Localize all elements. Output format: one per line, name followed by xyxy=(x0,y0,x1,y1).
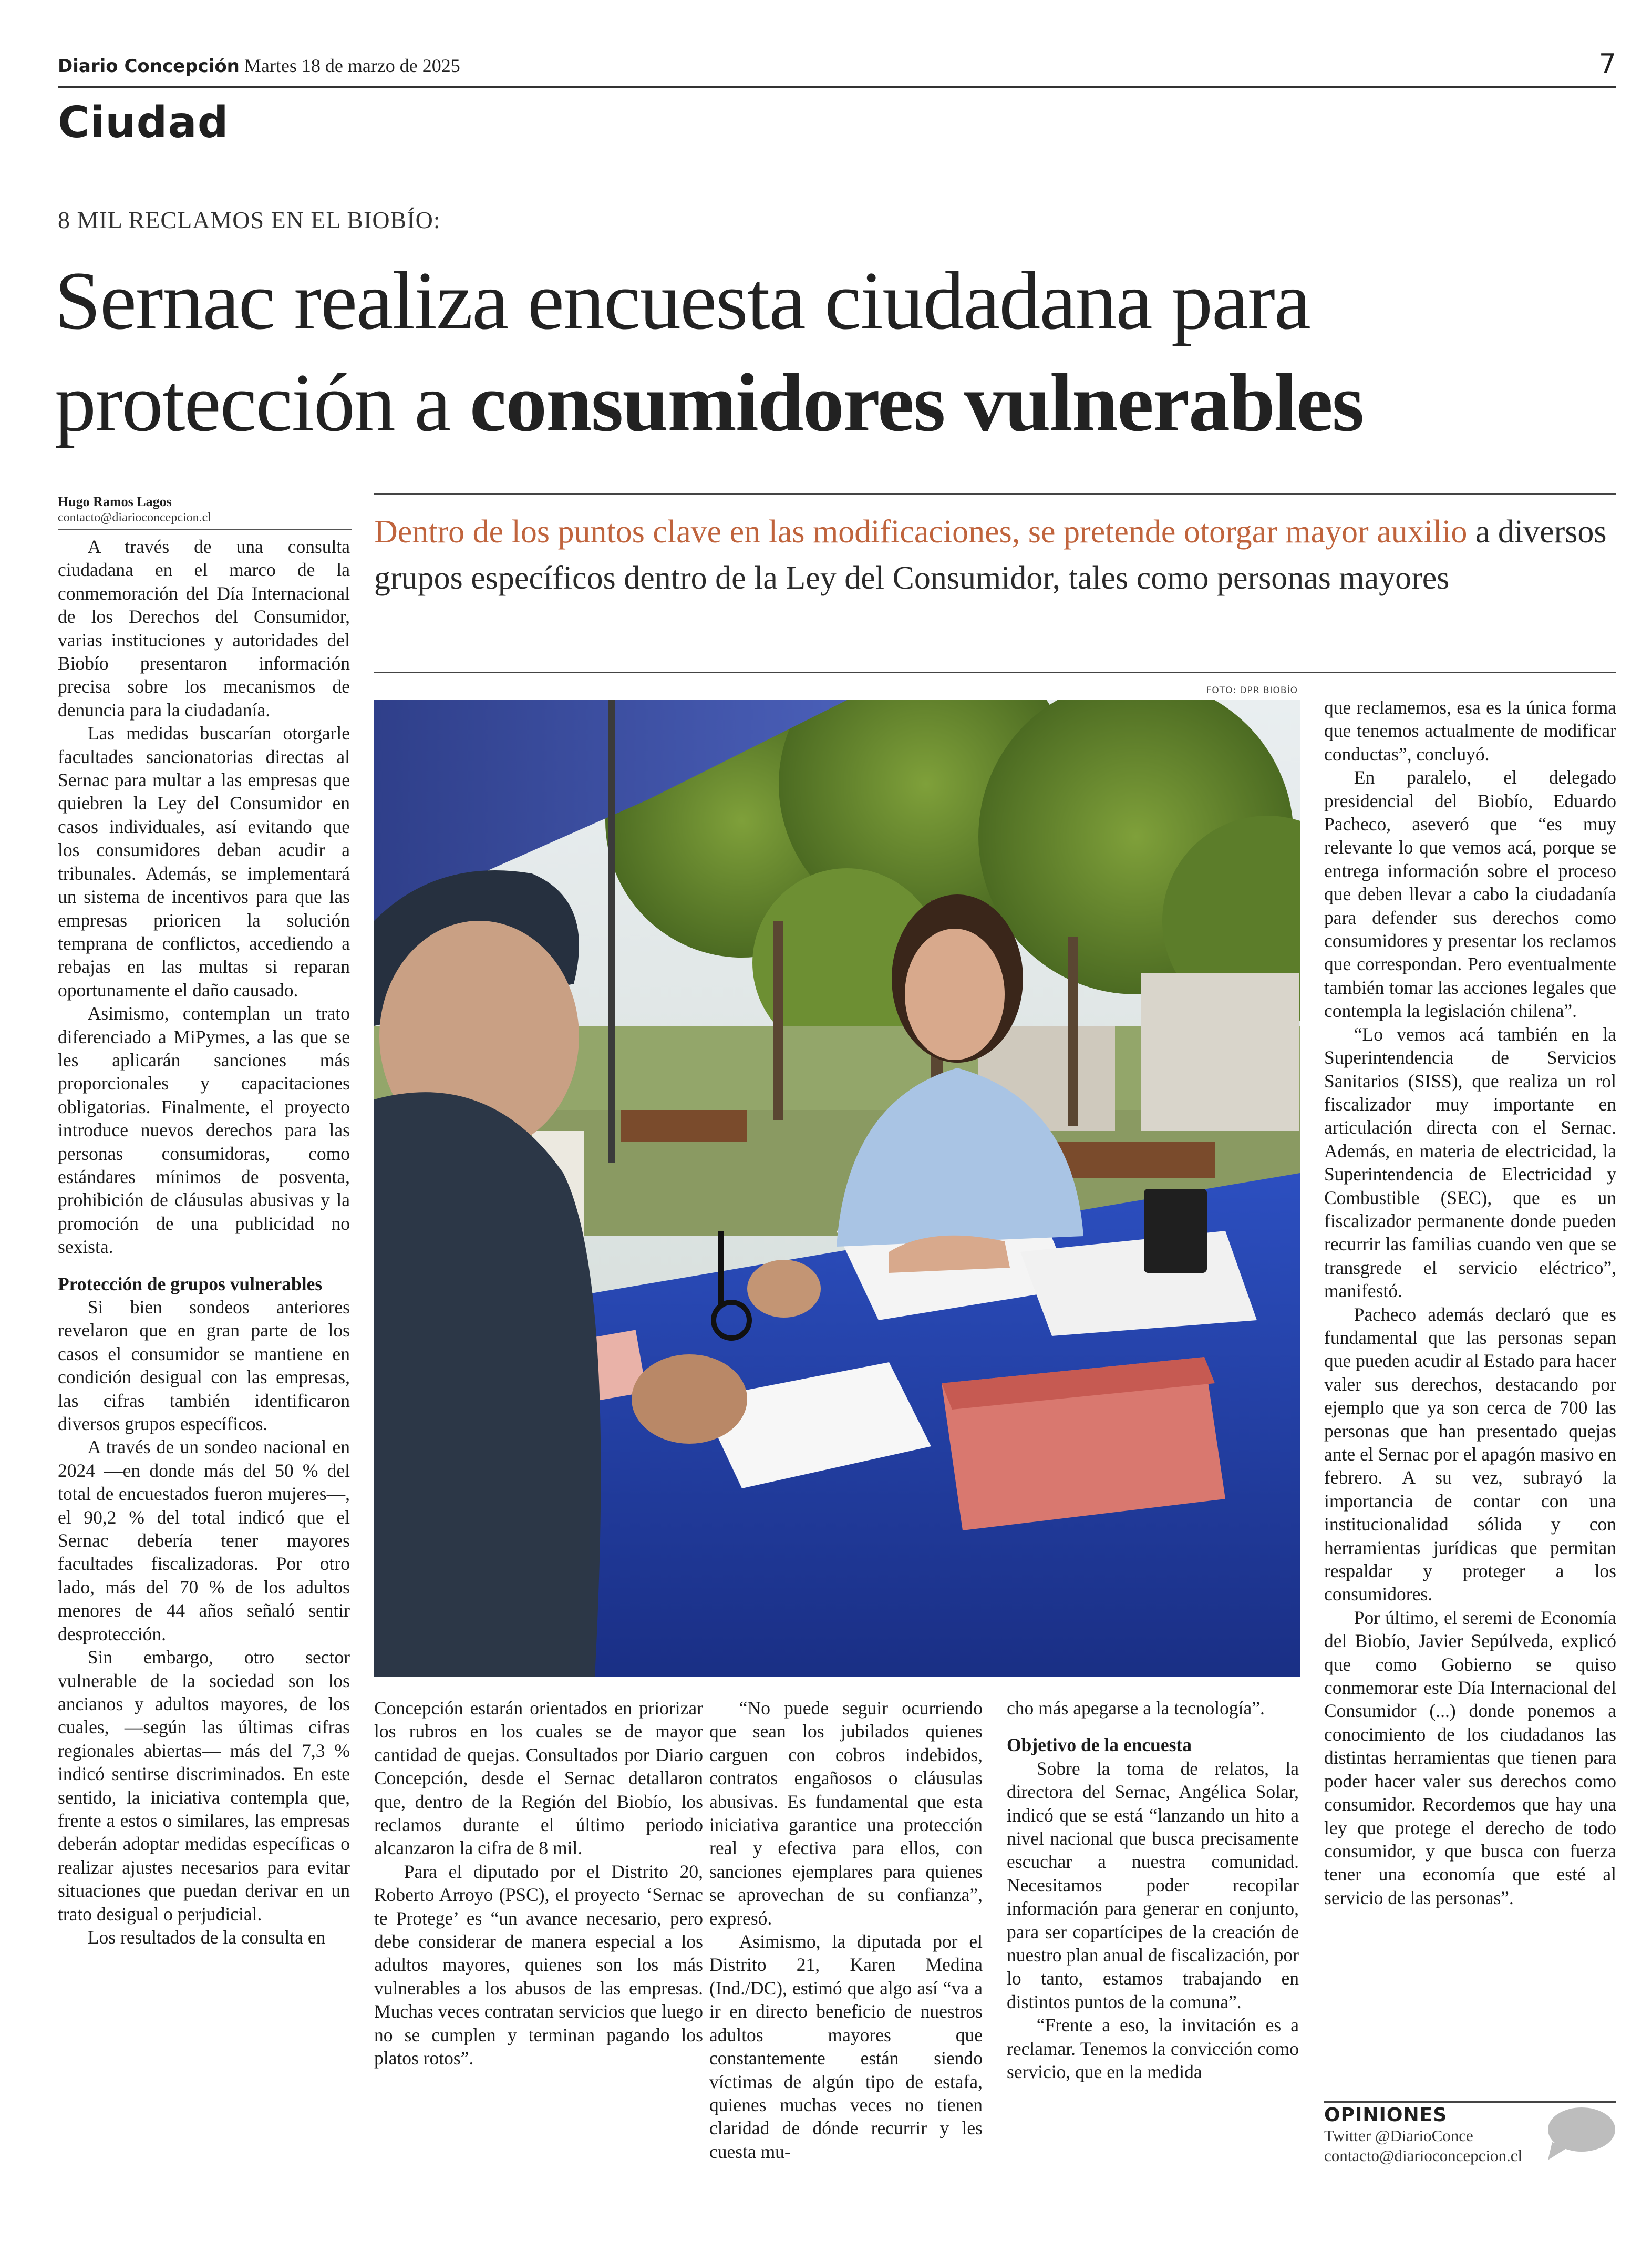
publication-date: Martes 18 de marzo de 2025 xyxy=(244,55,460,76)
paragraph: Sobre la toma de relatos, la directora del Sernac, Angélica Solar, indicó que se está “lanzando un hito a nivel nacional que busca precisamente escuchar a nuestra comunidad. Necesitamos poder recopilar información para generar en conjunto, para ser copartícipes de la creación de nuestro plan anual de fiscalización, por lo tanto, estamos trabajando en distintos puntos de la comuna”. xyxy=(1007,1757,1299,2012)
paragraph: Pacheco además declaró que es fundamental que las personas sepan que pueden acudir al Estado para hacer valer sus derechos, destacando por ejemplo que ya son cerca de 700 las personas que han presentado quejas ante el Sernac por el apagón masivo en febrero. A su vez, subrayó la importancia de contar con una institucionalidad sólida y con herramientas jurídicas que permitan respaldar y proteger a los consumidores. xyxy=(1324,1303,1616,1605)
author-email: contacto@diarioconcepcion.cl xyxy=(58,511,211,525)
subheading: Objetivo de la encuesta xyxy=(1007,1734,1192,1756)
paragraph: “Frente a eso, la invitación es a reclamar. Tenemos la convicción como servicio, que en la medida xyxy=(1007,2014,1299,2083)
photo-illustration xyxy=(374,700,1300,1677)
paragraph: “No puede seguir ocurriendo que sean los jubilados quienes carguen con cobros indebidos, contratos engañosos o cláusulas abusivas. Es fundamental que esta iniciativa garantice una protección real y efectiva para ellos, con sanciones ejemplares para quienes se aprovechan de su confianza”, expresó. xyxy=(709,1698,983,1929)
speech-bubble-icon xyxy=(1543,2105,1616,2163)
opiniones-email: contacto@diarioconcepcion.cl xyxy=(1324,2146,1523,2165)
article-column-5 xyxy=(1324,696,1616,1909)
article-column-1 xyxy=(58,535,350,1949)
subhead xyxy=(374,509,1609,601)
article-column-4 xyxy=(1007,1696,1299,2084)
subhead-divider-bottom xyxy=(374,672,1616,673)
paragraph: que reclamemos, esa es la única forma que tenemos actualmente de modificar conductas”, concluyó. xyxy=(1324,697,1616,765)
subhead-rest: a diversos grupos específicos dentro de la Ley del Consumidor, tales como personas mayores xyxy=(374,514,1607,596)
page-number: 7 xyxy=(1598,48,1616,80)
headline-line-1: Sernac realiza encuesta ciudadana para xyxy=(55,255,1310,347)
article-column-3 xyxy=(709,1696,983,2163)
headline-bold: consumidores vulnerables xyxy=(469,357,1364,449)
paragraph: Las medidas buscarían otorgarle facultades sancionatorias directas al Sernac para multar a las empresas que quiebren la Ley del Consumidor en casos individuales, así evitando que los consumidores deban acudir a tribunales. Además, se implementará un sistema de incentivos para que las empresas prioricen la solución temprana de conflictos, accediendo a rebajas en las multas si reparan oportunamente el daño causado. xyxy=(58,723,350,1001)
paragraph: cho más apegarse a la tecnología”. xyxy=(1007,1698,1265,1719)
top-divider xyxy=(58,86,1616,88)
paragraph: Si bien sondeos anteriores revelaron que en gran parte de los casos el consumidor se mantiene en condición desigual con las empresas, las cifras también identificaron diversos grupos específicos. xyxy=(58,1297,350,1435)
paragraph: Para el diputado por el Distrito 20, Roberto Arroyo (PSC), el proyecto ‘Sernac te Protege’ es “un avance necesario, pero debe considerar de manera especial a los adultos mayores, quienes son los más vulnerables a los abusos de las empresas. Muchas veces contratan servicios que luego no se cumplen y terminan pagando los platos rotos”. xyxy=(374,1860,703,2069)
paragraph: Concepción estarán orientados en priorizar los rubros en los cuales se de mayor cantidad de quejas. Consultados por Diario Concepción, desde el Sernac detallaron que, dentro de la Región del Biobío, los reclamos durante el último periodo alcanzaron la cifra de 8 mil. xyxy=(374,1698,703,1859)
subheading: Protección de grupos vulnerables xyxy=(58,1273,323,1294)
paragraph: “Lo vemos acá también en la Superintendencia de Servicios Sanitarios (SISS), que realiza un rol fiscalizador muy importante en articulación directa con el Sernac. Además, en materia de electricidad, la Superintendencia de Electricidad y Combustible (SEC), que es un fiscalizador permanente donde pueden recurrir las familias cuando ven que se transgrede el servicio eléctrico”, manifestó. xyxy=(1324,1023,1616,1302)
headline-light: protección a xyxy=(55,357,470,449)
paragraph: A través de una consulta ciudadana en el marco de la conmemoración del Día Internacional de los Derechos del Consumidor, varias instituciones y autoridades del Biobío presentaron información precisa sobre los mecanismos de denuncia para la ciudadanía. xyxy=(58,536,350,721)
opiniones-divider xyxy=(1324,2101,1616,2103)
article-column-2 xyxy=(374,1696,703,2070)
paragraph: En paralelo, el delegado presidencial del Biobío, Eduardo Pacheco, aseveró que “es muy relevante lo que vemos acá, porque se entrega información sobre el proceso que deben llevar a cabo la ciudadanía para defender sus derechos como consumidores y presentar los reclamos que correspondan. Pero eventualmente también tomar las acciones legales que contempla la legislación chilena”. xyxy=(1324,767,1616,1022)
publication-name: Diario Concepción xyxy=(58,56,240,77)
masthead xyxy=(58,55,460,77)
paragraph: Los resultados de la consulta en xyxy=(87,1926,326,1948)
author-divider xyxy=(58,529,352,530)
headline-line-2 xyxy=(55,358,1363,448)
paragraph: Sin embargo, otro sector vulnerable de la sociedad son los ancianos y adultos mayores, de los cuales, —según las últimas cifras regionales abiertas— más del 7,3 % indicó sentirse discriminados. En este sentido, la iniciativa contempla que, frente a estos o similares, las empresas deberán adoptar medidas específicas o realizar ajustes necesarios para evitar situaciones que puedan derivar en un trato desigual o perjudicial. xyxy=(58,1647,350,1925)
subhead-accent: Dentro de los puntos clave en las modificaciones, se pretende otorgar mayor auxilio xyxy=(374,514,1468,550)
opiniones-twitter: Twitter @DiarioConce xyxy=(1324,2126,1473,2145)
section-title: Ciudad xyxy=(58,98,229,148)
opiniones-title: OPINIONES xyxy=(1324,2104,1448,2126)
paragraph: Asimismo, la diputada por el Distrito 21, Karen Medina (Ind./DC), estimó que algo así “va a ir en directo beneficio de nuestros adultos mayores que constantemente están siendo víctimas de algún tipo de estafa, quienes muchas veces no tienen claridad de dónde recurrir y les cuesta mu- xyxy=(709,1931,983,2162)
kicker: 8 MIL RECLAMOS EN EL BIOBÍO: xyxy=(58,207,441,233)
photo-credit: FOTO: DPR BIOBÍO xyxy=(1206,685,1298,696)
subhead-divider-top xyxy=(374,493,1616,495)
author-name: Hugo Ramos Lagos xyxy=(58,494,172,509)
paragraph: A través de un sondeo nacional en 2024 —en donde más del 50 % del total de encuestados fueron mujeres—, el 90,2 % del total indicó que el Sernac debería tener mayores facultades fiscalizadoras. Por otro lado, más del 70 % de los adultos menores de 44 años señaló sentir desprotección. xyxy=(58,1436,350,1644)
paragraph: Por último, el seremi de Economía del Biobío, Javier Sepúlveda, explicó que como Gobierno se quiso conmemorar este Día Internacional del Consumidor (...) donde ponemos a conocimiento de los ciudadanos las distintas herramientas que tienen para poder hacer valer sus derechos como consumidor. Recordemos que hay una ley que protege el derecho de todo consumidor, y que busca con fuerza tener una economía que esté al servicio de las personas”. xyxy=(1324,1607,1616,1908)
paragraph: Asimismo, contemplan un trato diferenciado a MiPymes, a las que se les aplicarán sanciones más proporcionales y capacitaciones obligatorias. Finalmente, el proyecto introduce nuevos derechos para las personas consumidoras, como estándares mínimos de posventa, prohibición de cláusulas abusivas y la promoción de una publicidad no sexista. xyxy=(58,1003,350,1258)
article-photo xyxy=(374,700,1300,1677)
